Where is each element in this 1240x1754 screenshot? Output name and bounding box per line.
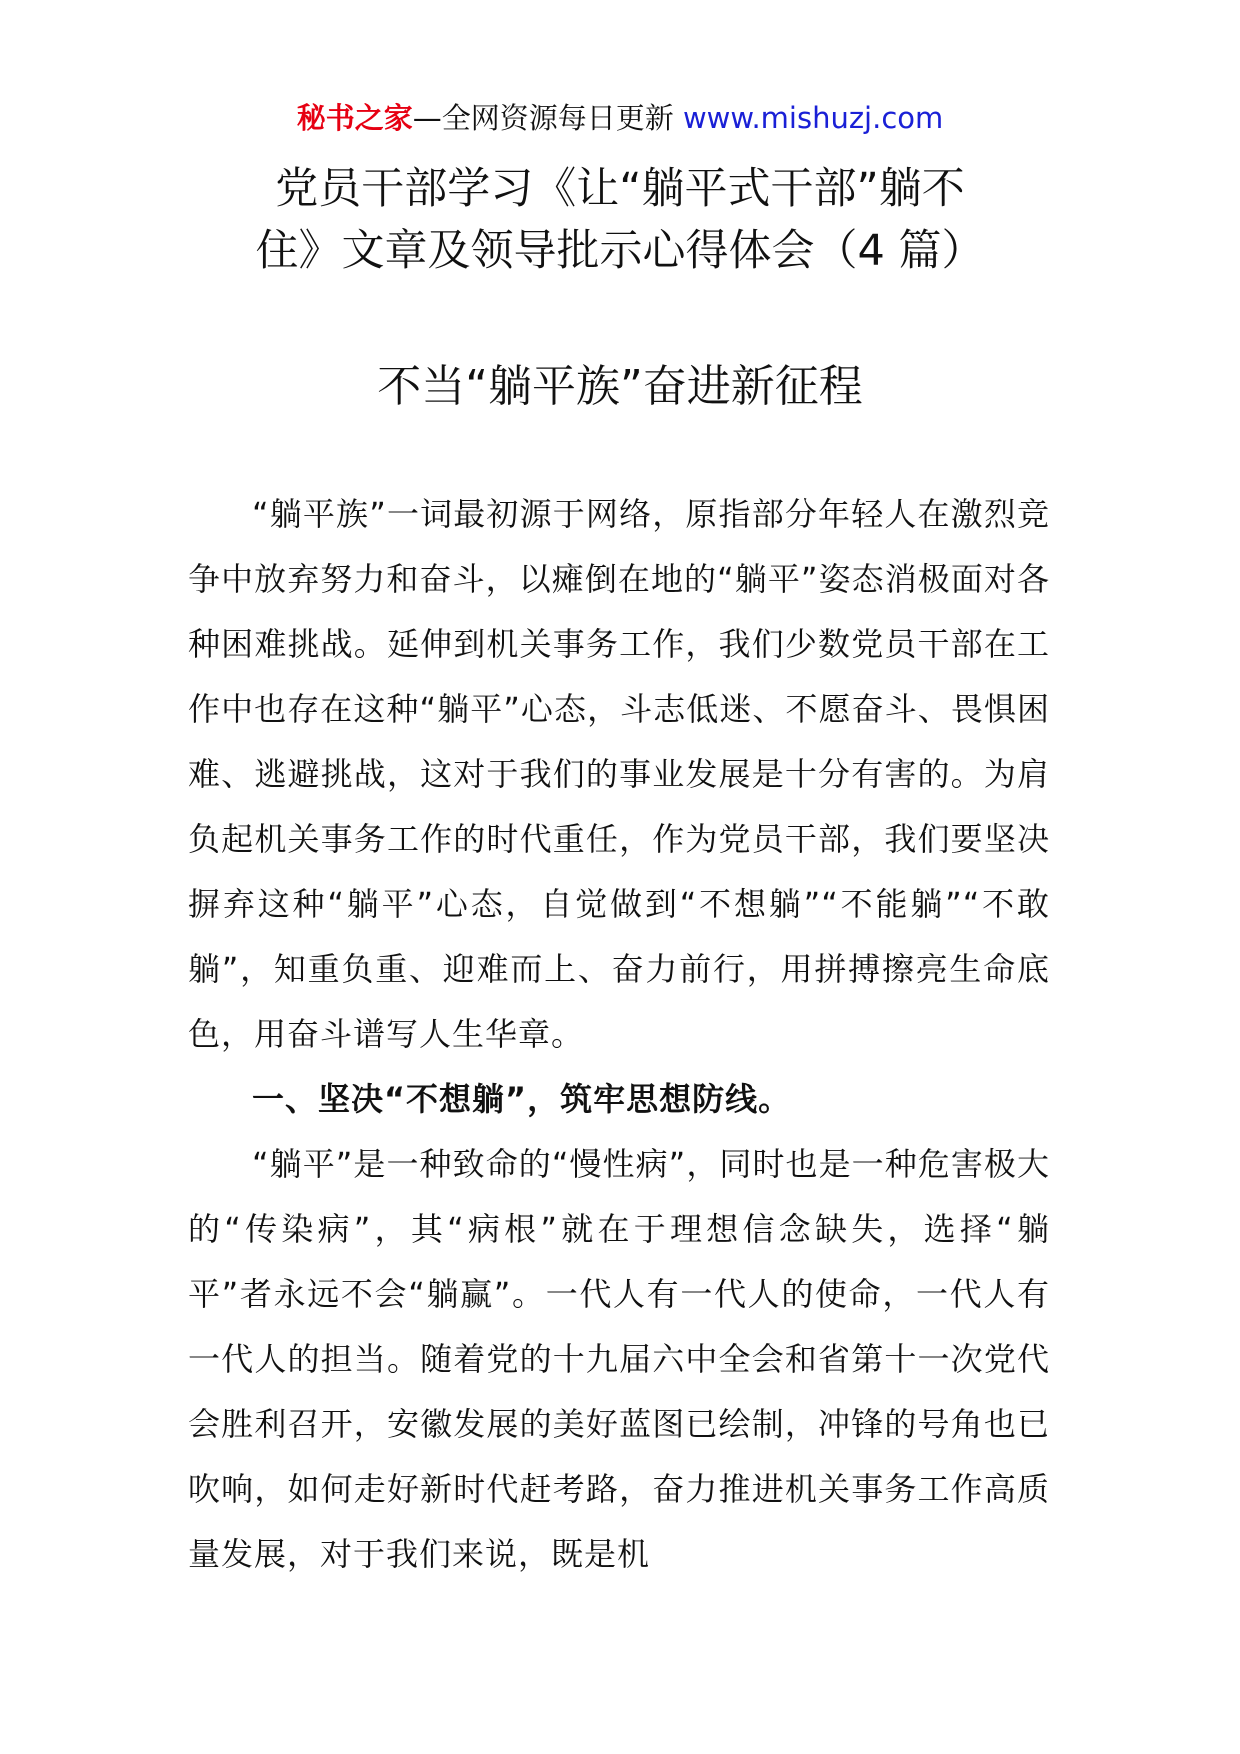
document-body	[188, 482, 1050, 1587]
body-heading-1: 一、坚决“不想躺”，筑牢思想防线。	[252, 1080, 792, 1118]
document-title	[200, 158, 1040, 282]
body-paragraph-1: “躺平族”一词最初源于网络，原指部分年轻人在激烈竞争中放弃努力和奋斗，以瘫倒在地的“躺平”姿态消极面对各种困难挑战。延伸到机关事务工作，我们少数党员干部在工作中也存在这种“躺平”心态，斗志低迷、不愿奋斗、畏惧困难、逃避挑战，这对于我们的事业发展是十分有害的。为肩负起机关事务工作的时代重任，作为党员干部，我们要坚决摒弃这种“躺平”心态，自觉做到“不想躺”“不能躺”“不敢躺”，知重负重、迎难而上、奋力前行，用拼搏擦亮生命底色，用奋斗谱写人生华章。	[188, 495, 1050, 1053]
site-url-link[interactable]: www.mishuzj.com	[682, 101, 944, 135]
document-title-line-1: 党员干部学习《让“躺平式干部”躺不	[275, 164, 965, 214]
site-header	[0, 98, 1240, 138]
header-tagline: —全网资源每日更新	[412, 101, 683, 135]
brand-name: 秘书之家	[296, 101, 413, 135]
document-title-line-2: 住》文章及领导批示心得体会（4 篇）	[255, 226, 985, 276]
section-title: 不当“躺平族”奋进新征程	[377, 361, 863, 412]
body-paragraph-2: “躺平”是一种致命的“慢性病”，同时也是一种危害极大的“传染病”，其“病根”就在于理想信念缺失，选择“躺平”者永远不会“躺赢”。一代人有一代人的使命，一代人有一代人的担当。随着党的十九届六中全会和省第十一次党代会胜利召开，安徽发展的美好蓝图已绘制，冲锋的号角也已吹响，如何走好新时代赶考路，奋力推进机关事务工作高质量发展，对于我们来说，既是机	[188, 1145, 1050, 1573]
